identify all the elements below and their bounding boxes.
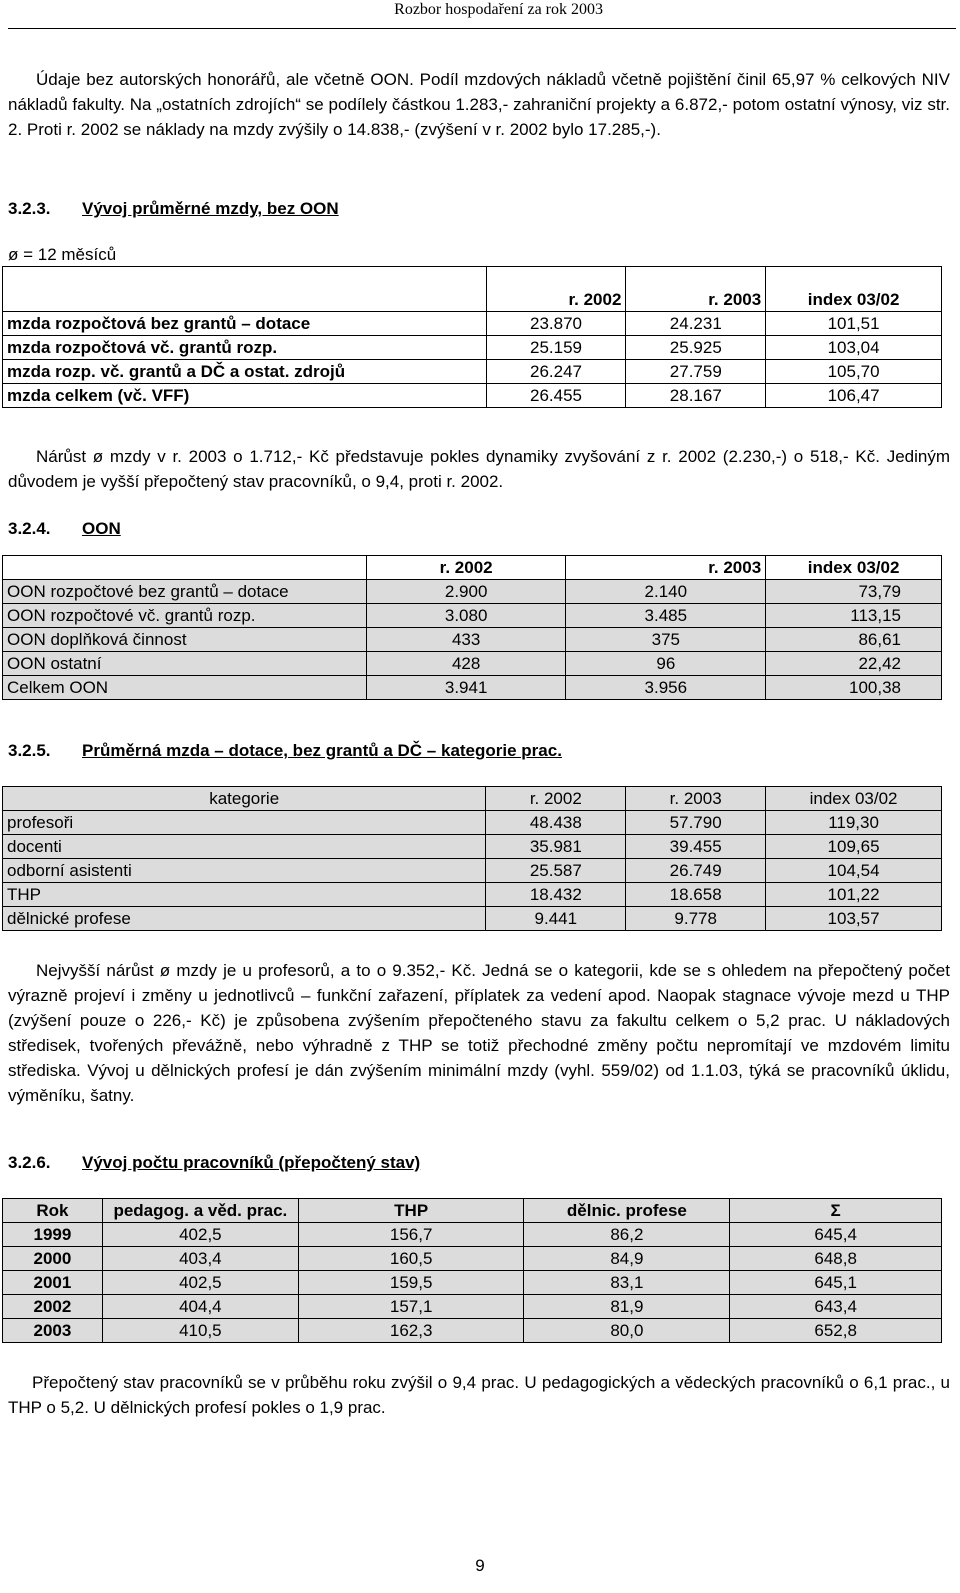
value-cell: 159,5 [298,1271,524,1295]
value-cell: 25.587 [486,859,626,883]
section-title: Průměrná mzda – dotace, bez grantů a DČ – kategorie prac. [82,741,562,760]
value-cell: 26.749 [626,859,766,883]
row-label: OON doplňková činnost [3,628,367,652]
intro-paragraph: Údaje bez autorských honorářů, ale včetně OON. Podíl mzdových nákladů včetně pojištění činil 65,97 % celkových NIV nákladů fakulty. Na „ostatních zdrojích“ se podílely částkou 1.283,- zahraniční projekty a 6.872,- potom ostatní výnosy, viz str. 2. Proti r. 2002 se náklady na mzdy zvýšily o 14.838,- (zvýšení v r. 2002 bylo 17.285,-). [8,70,950,139]
table-row [3,652,942,676]
table-row [3,883,942,907]
table-row [3,859,942,883]
table-row [3,1295,942,1319]
value-cell: 3.485 [566,604,766,628]
value-cell: 100,38 [766,676,942,700]
value-cell: 162,3 [298,1319,524,1343]
row-label: mzda rozpočtová bez grantů – dotace [3,312,487,336]
value-cell: 109,65 [766,835,942,859]
average-note: ø = 12 měsíců [8,245,117,264]
value-cell: 73,79 [766,580,942,604]
value-cell: 3.956 [566,676,766,700]
average-wage-commentary: Nárůst ø mzdy v r. 2003 o 1.712,- Kč představuje pokles dynamiky zvyšování z r. 2002 (2.230,-) o 518,- Kč. Jediným důvodem je vyšší přepočtený stav pracovníků, o 9,4, proti r. 2002. [8,447,950,491]
table-row [3,604,942,628]
header-cell: THP [298,1199,524,1223]
value-cell: 39.455 [626,835,766,859]
row-label: mzda rozpočtová vč. grantů rozp. [3,336,487,360]
header-cell: Rok [3,1199,103,1223]
row-label: OON rozpočtové bez grantů – dotace [3,580,367,604]
value-cell: 48.438 [486,811,626,835]
table-row [3,1271,942,1295]
value-cell: 26.247 [486,360,626,384]
header-cell [3,556,367,580]
table-row [3,628,942,652]
value-cell: 81,9 [524,1295,730,1319]
header-cell: Σ [730,1199,942,1223]
header-cell: index 03/02 [766,787,942,811]
value-cell: 18.658 [626,883,766,907]
year-cell: 2003 [3,1319,103,1343]
table-row [3,1319,942,1343]
section-number: 3.2.4. [8,519,51,538]
value-cell: 28.167 [626,384,766,408]
table-staff-count [2,1198,942,1343]
page-number: 9 [475,1556,485,1575]
value-cell: 25.159 [486,336,626,360]
table-oon [2,555,942,700]
header-cell: dělnic. profese [524,1199,730,1223]
value-cell: 410,5 [102,1319,298,1343]
value-cell: 27.759 [626,360,766,384]
year-cell: 2001 [3,1271,103,1295]
value-cell: 404,4 [102,1295,298,1319]
header-cell: r. 2002 [366,556,566,580]
table-row [3,336,942,360]
section-heading-325 [8,740,562,762]
section-title: OON [82,519,121,538]
value-cell: 84,9 [524,1247,730,1271]
header-cell [3,267,487,312]
section-number: 3.2.6. [8,1153,51,1172]
section-number: 3.2.3. [8,199,51,218]
row-label: OON ostatní [3,652,367,676]
value-cell: 18.432 [486,883,626,907]
value-cell: 25.925 [626,336,766,360]
header-cell: r. 2002 [486,267,626,312]
value-cell: 2.140 [566,580,766,604]
header-cell: r. 2003 [626,267,766,312]
value-cell: 433 [366,628,566,652]
table-row [3,811,942,835]
row-label: mzda celkem (vč. VFF) [3,384,487,408]
value-cell: 428 [366,652,566,676]
value-cell: 26.455 [486,384,626,408]
value-cell: 101,51 [766,312,942,336]
row-label: THP [3,883,486,907]
header-cell: r. 2003 [626,787,766,811]
value-cell: 101,22 [766,883,942,907]
value-cell: 3.941 [366,676,566,700]
value-cell: 105,70 [766,360,942,384]
table-row [3,312,942,336]
value-cell: 35.981 [486,835,626,859]
row-label: odborní asistenti [3,859,486,883]
value-cell: 645,4 [730,1223,942,1247]
table-row [3,384,942,408]
table-header-row [3,556,942,580]
value-cell: 402,5 [102,1271,298,1295]
table-row [3,676,942,700]
header-cell: index 03/02 [766,267,942,312]
value-cell: 645,1 [730,1271,942,1295]
header-cell: pedagog. a věd. prac. [102,1199,298,1223]
header-cell: r. 2002 [486,787,626,811]
value-cell: 113,15 [766,604,942,628]
value-cell: 83,1 [524,1271,730,1295]
section-title: Vývoj průměrné mzdy, bez OON [82,199,339,218]
value-cell: 375 [566,628,766,652]
value-cell: 160,5 [298,1247,524,1271]
page-header [0,0,960,30]
value-cell: 96 [566,652,766,676]
value-cell: 86,61 [766,628,942,652]
header-cell: r. 2003 [566,556,766,580]
value-cell: 403,4 [102,1247,298,1271]
value-cell: 103,04 [766,336,942,360]
row-label: OON rozpočtové vč. grantů rozp. [3,604,367,628]
table-header-row [3,1199,942,1223]
table-header-row [3,267,942,312]
row-label: profesoři [3,811,486,835]
value-cell: 103,57 [766,907,942,931]
value-cell: 3.080 [366,604,566,628]
value-cell: 86,2 [524,1223,730,1247]
value-cell: 22,42 [766,652,942,676]
table-row [3,580,942,604]
value-cell: 23.870 [486,312,626,336]
value-cell: 119,30 [766,811,942,835]
section-number: 3.2.5. [8,741,51,760]
value-cell: 9.441 [486,907,626,931]
header-title: Rozbor hospodaření za rok 2003 [394,1,603,18]
table-row [3,360,942,384]
header-cell: index 03/02 [766,556,942,580]
value-cell: 104,54 [766,859,942,883]
table-header-row [3,787,942,811]
value-cell: 402,5 [102,1223,298,1247]
year-cell: 2002 [3,1295,103,1319]
row-label: dělnické profese [3,907,486,931]
value-cell: 648,8 [730,1247,942,1271]
row-label: Celkem OON [3,676,367,700]
table-row [3,1247,942,1271]
table-row [3,907,942,931]
categories-commentary: Nejvyšší nárůst ø mzdy je u profesorů, a to o 9.352,- Kč. Jedná se o kategorii, kde se s ohledem na přepočtený počet výrazně projeví i změny u jednotlivců – funkční zařazení, příplatek za vedení apod. Naopak stagnace vývoje mezd u THP (zvýšení pouze o 226,- Kč) je způsobena zvýšením přepočteného stavu za fakultu celkem o 5,2 prac. U nákladových středisek, tvořených převážně, nebo výhradně z THP se totiž přechodné změny počtu nepromítají ve mzdovém limitu střediska. Vývoj u dělnických profesí je dán zvýšením minimální mzdy (vyhl. 559/02) od 1.1.03, týká se pracovníků úklidu, výměníku, šatny. [8,961,950,1105]
section-heading-326 [8,1152,420,1174]
value-cell: 57.790 [626,811,766,835]
value-cell: 80,0 [524,1319,730,1343]
row-label: docenti [3,835,486,859]
value-cell: 156,7 [298,1223,524,1247]
value-cell: 9.778 [626,907,766,931]
section-title: Vývoj počtu pracovníků (přepočtený stav) [82,1153,421,1172]
value-cell: 2.900 [366,580,566,604]
value-cell: 157,1 [298,1295,524,1319]
table-wage-categories [2,786,942,931]
table-row [3,1223,942,1247]
staff-commentary: Přepočtený stav pracovníků se v průběhu roku zvýšil o 9,4 prac. U pedagogických a vědeckých pracovníků o 6,1 prac., u THP o 5,2. U dělnických profesí pokles o 1,9 prac. [8,1373,950,1417]
header-rule [8,28,956,29]
section-heading-324 [8,518,121,540]
value-cell: 652,8 [730,1319,942,1343]
row-label: mzda rozp. vč. grantů a DČ a ostat. zdrojů [3,360,487,384]
table-average-wage [2,266,942,408]
year-cell: 1999 [3,1223,103,1247]
header-cell: kategorie [3,787,486,811]
table-row [3,835,942,859]
value-cell: 24.231 [626,312,766,336]
value-cell: 106,47 [766,384,942,408]
year-cell: 2000 [3,1247,103,1271]
value-cell: 643,4 [730,1295,942,1319]
section-heading-323 [8,198,339,220]
